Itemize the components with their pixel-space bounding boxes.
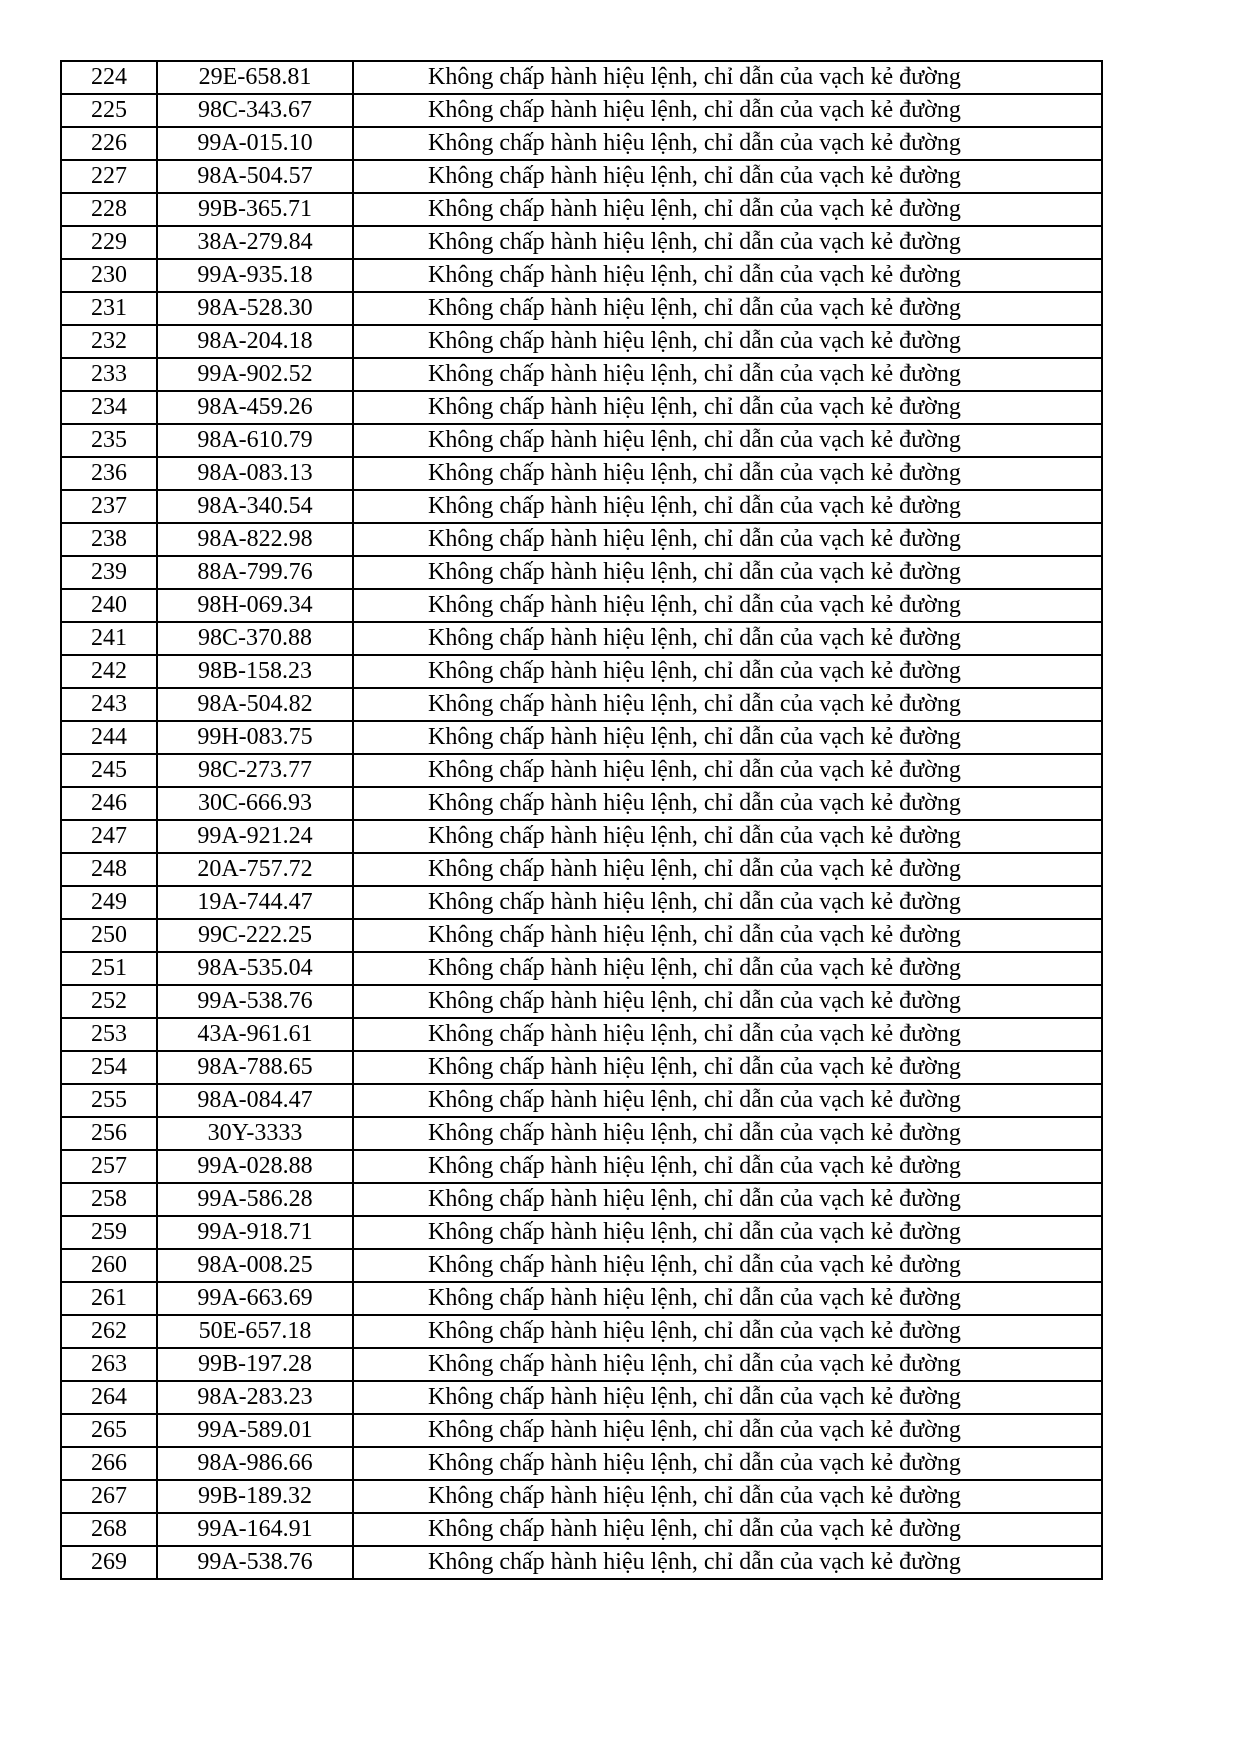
table-row bbox=[61, 94, 1102, 127]
row-number-cell: 241 bbox=[61, 622, 157, 655]
license-plate-cell: 99B-189.32 bbox=[157, 1480, 353, 1513]
violation-description-cell: Không chấp hành hiệu lệnh, chỉ dẫn của vạch kẻ đường bbox=[353, 721, 1102, 754]
violations-table-body bbox=[61, 61, 1102, 1579]
table-row bbox=[61, 1315, 1102, 1348]
table-row bbox=[61, 1150, 1102, 1183]
table-row bbox=[61, 490, 1102, 523]
violation-description-cell: Không chấp hành hiệu lệnh, chỉ dẫn của vạch kẻ đường bbox=[353, 523, 1102, 556]
row-number-cell: 263 bbox=[61, 1348, 157, 1381]
violation-description-cell: Không chấp hành hiệu lệnh, chỉ dẫn của vạch kẻ đường bbox=[353, 1381, 1102, 1414]
table-row bbox=[61, 1249, 1102, 1282]
violation-description-cell: Không chấp hành hiệu lệnh, chỉ dẫn của vạch kẻ đường bbox=[353, 226, 1102, 259]
violation-description-cell: Không chấp hành hiệu lệnh, chỉ dẫn của vạch kẻ đường bbox=[353, 1480, 1102, 1513]
license-plate-cell: 99A-586.28 bbox=[157, 1183, 353, 1216]
row-number-cell: 261 bbox=[61, 1282, 157, 1315]
violation-description-cell: Không chấp hành hiệu lệnh, chỉ dẫn của vạch kẻ đường bbox=[353, 1150, 1102, 1183]
row-number-cell: 226 bbox=[61, 127, 157, 160]
license-plate-cell: 50E-657.18 bbox=[157, 1315, 353, 1348]
license-plate-cell: 98A-610.79 bbox=[157, 424, 353, 457]
violation-description-cell: Không chấp hành hiệu lệnh, chỉ dẫn của vạch kẻ đường bbox=[353, 1051, 1102, 1084]
row-number-cell: 260 bbox=[61, 1249, 157, 1282]
row-number-cell: 257 bbox=[61, 1150, 157, 1183]
row-number-cell: 267 bbox=[61, 1480, 157, 1513]
table-row bbox=[61, 1084, 1102, 1117]
violation-description-cell: Không chấp hành hiệu lệnh, chỉ dẫn của vạch kẻ đường bbox=[353, 622, 1102, 655]
license-plate-cell: 98A-528.30 bbox=[157, 292, 353, 325]
violation-description-cell: Không chấp hành hiệu lệnh, chỉ dẫn của vạch kẻ đường bbox=[353, 1447, 1102, 1480]
row-number-cell: 269 bbox=[61, 1546, 157, 1579]
table-row bbox=[61, 556, 1102, 589]
row-number-cell: 266 bbox=[61, 1447, 157, 1480]
license-plate-cell: 88A-799.76 bbox=[157, 556, 353, 589]
license-plate-cell: 98H-069.34 bbox=[157, 589, 353, 622]
table-row bbox=[61, 325, 1102, 358]
row-number-cell: 230 bbox=[61, 259, 157, 292]
violation-description-cell: Không chấp hành hiệu lệnh, chỉ dẫn của vạch kẻ đường bbox=[353, 1018, 1102, 1051]
violation-description-cell: Không chấp hành hiệu lệnh, chỉ dẫn của vạch kẻ đường bbox=[353, 457, 1102, 490]
table-row bbox=[61, 1513, 1102, 1546]
table-row bbox=[61, 1051, 1102, 1084]
violation-description-cell: Không chấp hành hiệu lệnh, chỉ dẫn của vạch kẻ đường bbox=[353, 1117, 1102, 1150]
license-plate-cell: 99A-918.71 bbox=[157, 1216, 353, 1249]
violation-description-cell: Không chấp hành hiệu lệnh, chỉ dẫn của vạch kẻ đường bbox=[353, 1348, 1102, 1381]
table-row bbox=[61, 1216, 1102, 1249]
table-row bbox=[61, 721, 1102, 754]
row-number-cell: 252 bbox=[61, 985, 157, 1018]
row-number-cell: 234 bbox=[61, 391, 157, 424]
table-row bbox=[61, 226, 1102, 259]
table-row bbox=[61, 919, 1102, 952]
row-number-cell: 255 bbox=[61, 1084, 157, 1117]
table-row bbox=[61, 1348, 1102, 1381]
violation-description-cell: Không chấp hành hiệu lệnh, chỉ dẫn của vạch kẻ đường bbox=[353, 259, 1102, 292]
row-number-cell: 265 bbox=[61, 1414, 157, 1447]
violation-description-cell: Không chấp hành hiệu lệnh, chỉ dẫn của vạch kẻ đường bbox=[353, 1315, 1102, 1348]
license-plate-cell: 99A-921.24 bbox=[157, 820, 353, 853]
violation-description-cell: Không chấp hành hiệu lệnh, chỉ dẫn của vạch kẻ đường bbox=[353, 952, 1102, 985]
row-number-cell: 224 bbox=[61, 61, 157, 94]
row-number-cell: 245 bbox=[61, 754, 157, 787]
violation-description-cell: Không chấp hành hiệu lệnh, chỉ dẫn của vạch kẻ đường bbox=[353, 655, 1102, 688]
license-plate-cell: 98C-273.77 bbox=[157, 754, 353, 787]
violation-description-cell: Không chấp hành hiệu lệnh, chỉ dẫn của vạch kẻ đường bbox=[353, 424, 1102, 457]
table-row bbox=[61, 787, 1102, 820]
license-plate-cell: 38A-279.84 bbox=[157, 226, 353, 259]
license-plate-cell: 99A-538.76 bbox=[157, 985, 353, 1018]
table-row bbox=[61, 457, 1102, 490]
license-plate-cell: 99A-015.10 bbox=[157, 127, 353, 160]
row-number-cell: 249 bbox=[61, 886, 157, 919]
license-plate-cell: 98C-343.67 bbox=[157, 94, 353, 127]
violation-description-cell: Không chấp hành hiệu lệnh, chỉ dẫn của vạch kẻ đường bbox=[353, 820, 1102, 853]
row-number-cell: 251 bbox=[61, 952, 157, 985]
table-row bbox=[61, 1414, 1102, 1447]
license-plate-cell: 98A-459.26 bbox=[157, 391, 353, 424]
violation-description-cell: Không chấp hành hiệu lệnh, chỉ dẫn của vạch kẻ đường bbox=[353, 358, 1102, 391]
violation-description-cell: Không chấp hành hiệu lệnh, chỉ dẫn của vạch kẻ đường bbox=[353, 1183, 1102, 1216]
row-number-cell: 243 bbox=[61, 688, 157, 721]
license-plate-cell: 98A-008.25 bbox=[157, 1249, 353, 1282]
license-plate-cell: 29E-658.81 bbox=[157, 61, 353, 94]
table-row bbox=[61, 1183, 1102, 1216]
row-number-cell: 227 bbox=[61, 160, 157, 193]
table-row bbox=[61, 61, 1102, 94]
license-plate-cell: 99C-222.25 bbox=[157, 919, 353, 952]
license-plate-cell: 99A-164.91 bbox=[157, 1513, 353, 1546]
row-number-cell: 247 bbox=[61, 820, 157, 853]
license-plate-cell: 98A-283.23 bbox=[157, 1381, 353, 1414]
row-number-cell: 268 bbox=[61, 1513, 157, 1546]
violation-description-cell: Không chấp hành hiệu lệnh, chỉ dẫn của vạch kẻ đường bbox=[353, 589, 1102, 622]
violation-description-cell: Không chấp hành hiệu lệnh, chỉ dẫn của vạch kẻ đường bbox=[353, 1249, 1102, 1282]
table-row bbox=[61, 523, 1102, 556]
license-plate-cell: 98A-340.54 bbox=[157, 490, 353, 523]
table-row bbox=[61, 391, 1102, 424]
license-plate-cell: 30C-666.93 bbox=[157, 787, 353, 820]
row-number-cell: 236 bbox=[61, 457, 157, 490]
license-plate-cell: 99A-902.52 bbox=[157, 358, 353, 391]
row-number-cell: 232 bbox=[61, 325, 157, 358]
table-row bbox=[61, 292, 1102, 325]
violation-description-cell: Không chấp hành hiệu lệnh, chỉ dẫn của vạch kẻ đường bbox=[353, 94, 1102, 127]
row-number-cell: 253 bbox=[61, 1018, 157, 1051]
table-row bbox=[61, 754, 1102, 787]
row-number-cell: 233 bbox=[61, 358, 157, 391]
row-number-cell: 250 bbox=[61, 919, 157, 952]
license-plate-cell: 43A-961.61 bbox=[157, 1018, 353, 1051]
license-plate-cell: 98A-504.57 bbox=[157, 160, 353, 193]
table-row bbox=[61, 985, 1102, 1018]
license-plate-cell: 99A-663.69 bbox=[157, 1282, 353, 1315]
violation-description-cell: Không chấp hành hiệu lệnh, chỉ dẫn của vạch kẻ đường bbox=[353, 886, 1102, 919]
violation-description-cell: Không chấp hành hiệu lệnh, chỉ dẫn của vạch kẻ đường bbox=[353, 1216, 1102, 1249]
violation-description-cell: Không chấp hành hiệu lệnh, chỉ dẫn của vạch kẻ đường bbox=[353, 160, 1102, 193]
row-number-cell: 258 bbox=[61, 1183, 157, 1216]
violation-description-cell: Không chấp hành hiệu lệnh, chỉ dẫn của vạch kẻ đường bbox=[353, 754, 1102, 787]
row-number-cell: 237 bbox=[61, 490, 157, 523]
table-row bbox=[61, 853, 1102, 886]
violation-description-cell: Không chấp hành hiệu lệnh, chỉ dẫn của vạch kẻ đường bbox=[353, 61, 1102, 94]
violation-description-cell: Không chấp hành hiệu lệnh, chỉ dẫn của vạch kẻ đường bbox=[353, 1084, 1102, 1117]
violation-description-cell: Không chấp hành hiệu lệnh, chỉ dẫn của vạch kẻ đường bbox=[353, 490, 1102, 523]
license-plate-cell: 98A-788.65 bbox=[157, 1051, 353, 1084]
row-number-cell: 256 bbox=[61, 1117, 157, 1150]
row-number-cell: 231 bbox=[61, 292, 157, 325]
table-row bbox=[61, 886, 1102, 919]
license-plate-cell: 98A-204.18 bbox=[157, 325, 353, 358]
license-plate-cell: 20A-757.72 bbox=[157, 853, 353, 886]
license-plate-cell: 98A-084.47 bbox=[157, 1084, 353, 1117]
row-number-cell: 244 bbox=[61, 721, 157, 754]
license-plate-cell: 99A-538.76 bbox=[157, 1546, 353, 1579]
license-plate-cell: 99B-365.71 bbox=[157, 193, 353, 226]
table-row bbox=[61, 1480, 1102, 1513]
violation-description-cell: Không chấp hành hiệu lệnh, chỉ dẫn của vạch kẻ đường bbox=[353, 1282, 1102, 1315]
violation-description-cell: Không chấp hành hiệu lệnh, chỉ dẫn của vạch kẻ đường bbox=[353, 325, 1102, 358]
violation-description-cell: Không chấp hành hiệu lệnh, chỉ dẫn của vạch kẻ đường bbox=[353, 193, 1102, 226]
license-plate-cell: 99A-028.88 bbox=[157, 1150, 353, 1183]
violation-description-cell: Không chấp hành hiệu lệnh, chỉ dẫn của vạch kẻ đường bbox=[353, 688, 1102, 721]
violation-description-cell: Không chấp hành hiệu lệnh, chỉ dẫn của vạch kẻ đường bbox=[353, 853, 1102, 886]
table-row bbox=[61, 622, 1102, 655]
row-number-cell: 264 bbox=[61, 1381, 157, 1414]
license-plate-cell: 98A-083.13 bbox=[157, 457, 353, 490]
table-row bbox=[61, 688, 1102, 721]
table-row bbox=[61, 952, 1102, 985]
row-number-cell: 254 bbox=[61, 1051, 157, 1084]
row-number-cell: 259 bbox=[61, 1216, 157, 1249]
row-number-cell: 228 bbox=[61, 193, 157, 226]
table-row bbox=[61, 1018, 1102, 1051]
license-plate-cell: 99H-083.75 bbox=[157, 721, 353, 754]
row-number-cell: 246 bbox=[61, 787, 157, 820]
violation-description-cell: Không chấp hành hiệu lệnh, chỉ dẫn của vạch kẻ đường bbox=[353, 787, 1102, 820]
row-number-cell: 248 bbox=[61, 853, 157, 886]
row-number-cell: 242 bbox=[61, 655, 157, 688]
table-row bbox=[61, 358, 1102, 391]
table-row bbox=[61, 1546, 1102, 1579]
table-row bbox=[61, 127, 1102, 160]
license-plate-cell: 98C-370.88 bbox=[157, 622, 353, 655]
table-row bbox=[61, 259, 1102, 292]
violation-description-cell: Không chấp hành hiệu lệnh, chỉ dẫn của vạch kẻ đường bbox=[353, 127, 1102, 160]
row-number-cell: 238 bbox=[61, 523, 157, 556]
violation-description-cell: Không chấp hành hiệu lệnh, chỉ dẫn của vạch kẻ đường bbox=[353, 1414, 1102, 1447]
violation-description-cell: Không chấp hành hiệu lệnh, chỉ dẫn của vạch kẻ đường bbox=[353, 556, 1102, 589]
license-plate-cell: 98A-504.82 bbox=[157, 688, 353, 721]
row-number-cell: 239 bbox=[61, 556, 157, 589]
license-plate-cell: 99A-935.18 bbox=[157, 259, 353, 292]
row-number-cell: 235 bbox=[61, 424, 157, 457]
table-row bbox=[61, 424, 1102, 457]
license-plate-cell: 99B-197.28 bbox=[157, 1348, 353, 1381]
violation-description-cell: Không chấp hành hiệu lệnh, chỉ dẫn của vạch kẻ đường bbox=[353, 919, 1102, 952]
table-row bbox=[61, 1282, 1102, 1315]
table-row bbox=[61, 1117, 1102, 1150]
table-row bbox=[61, 1447, 1102, 1480]
license-plate-cell: 19A-744.47 bbox=[157, 886, 353, 919]
violation-description-cell: Không chấp hành hiệu lệnh, chỉ dẫn của vạch kẻ đường bbox=[353, 985, 1102, 1018]
table-row bbox=[61, 160, 1102, 193]
license-plate-cell: 98A-535.04 bbox=[157, 952, 353, 985]
table-row bbox=[61, 820, 1102, 853]
row-number-cell: 229 bbox=[61, 226, 157, 259]
violation-description-cell: Không chấp hành hiệu lệnh, chỉ dẫn của vạch kẻ đường bbox=[353, 1513, 1102, 1546]
row-number-cell: 262 bbox=[61, 1315, 157, 1348]
license-plate-cell: 98A-986.66 bbox=[157, 1447, 353, 1480]
row-number-cell: 225 bbox=[61, 94, 157, 127]
table-row bbox=[61, 1381, 1102, 1414]
license-plate-cell: 98A-822.98 bbox=[157, 523, 353, 556]
license-plate-cell: 98B-158.23 bbox=[157, 655, 353, 688]
table-row bbox=[61, 589, 1102, 622]
violation-description-cell: Không chấp hành hiệu lệnh, chỉ dẫn của vạch kẻ đường bbox=[353, 292, 1102, 325]
table-row bbox=[61, 193, 1102, 226]
violations-table bbox=[60, 60, 1103, 1580]
license-plate-cell: 99A-589.01 bbox=[157, 1414, 353, 1447]
table-row bbox=[61, 655, 1102, 688]
license-plate-cell: 30Y-3333 bbox=[157, 1117, 353, 1150]
violation-description-cell: Không chấp hành hiệu lệnh, chỉ dẫn của vạch kẻ đường bbox=[353, 391, 1102, 424]
violation-description-cell: Không chấp hành hiệu lệnh, chỉ dẫn của vạch kẻ đường bbox=[353, 1546, 1102, 1579]
row-number-cell: 240 bbox=[61, 589, 157, 622]
